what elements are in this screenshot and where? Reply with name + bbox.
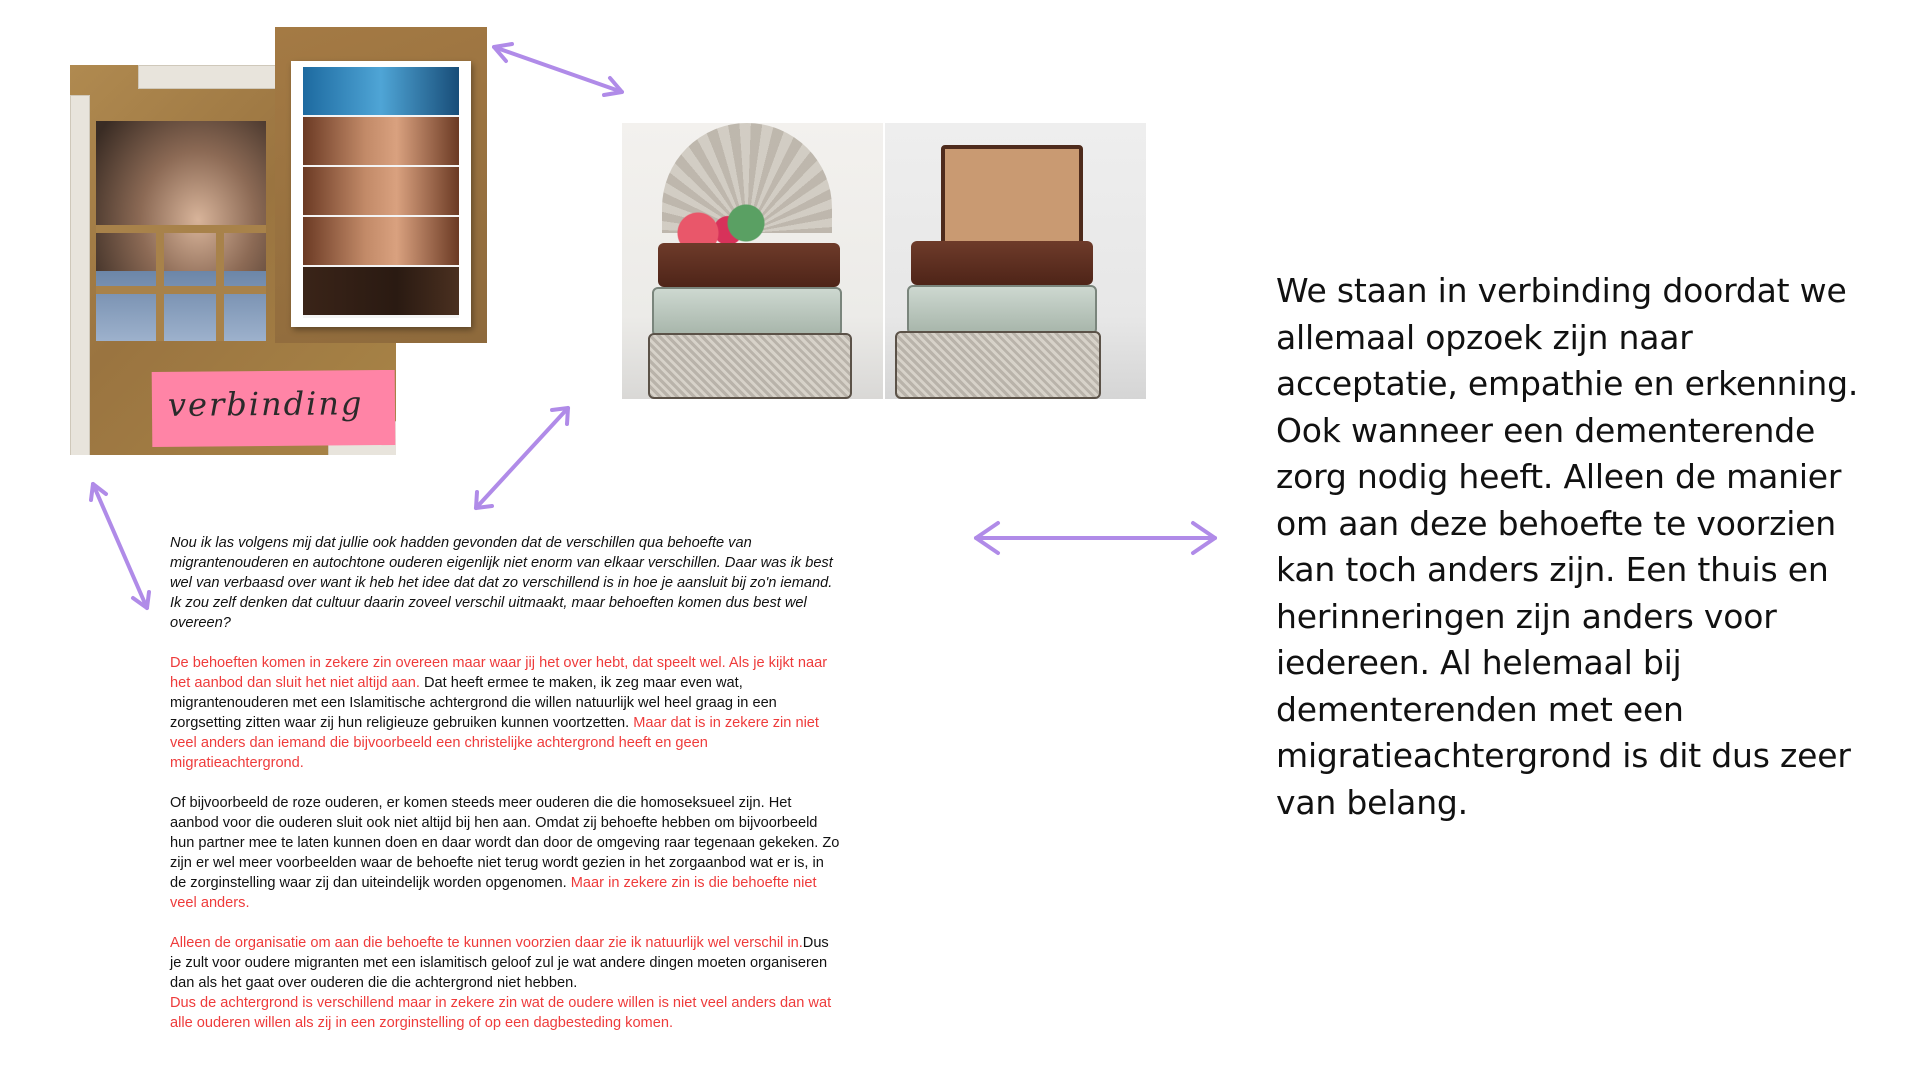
answer-highlight: Maar in zekere zin is die behoefte niet veel anders. bbox=[170, 875, 817, 911]
interview-answer-paragraph bbox=[170, 653, 840, 773]
young-woman-torn-portrait bbox=[291, 61, 471, 327]
interview-question: Nou ik las volgens mij dat jullie ook hadden gevonden dat de verschillen qua behoefte van migrantenouderen en autochtone ouderen eigenlijk niet enorm van elkaar verschillen. Daar was ik best wel van verbaasd over want ik heb het idee dat dat zo verschillend is in hoe je aansluit bij zo'n iemand. Ik zou zelf denken dat cultuur daarin zoveel verschil uitmaakt, maar behoeften komen dus best wel overeen? bbox=[170, 535, 833, 631]
green-suitcase bbox=[652, 287, 842, 337]
answer-text: Dus je zult voor oudere migranten met een islamitisch geloof zul je wat andere dingen moeten organiseren dan als het gaat over ouderen die die achtergrond niet hebben. bbox=[170, 935, 829, 991]
connection-statement: We staan in verbinding doordat we allemaal opzoek zijn naar acceptatie, empathie en erkenning. Ook wanneer een dementerende zorg nodig heeft. Alleen de manier om aan deze behoefte te voorzien kan toch anders zijn. Een thuis en herinneringen zijn anders voor iedereen. Al helemaal bij dementerenden met een migratieachtergrond is dit dus zeer van belang. bbox=[1276, 271, 1859, 822]
double-arrow-icon bbox=[494, 44, 622, 95]
sticky-note-text: verbinding bbox=[167, 384, 364, 424]
tweed-suitcase bbox=[648, 333, 852, 399]
answer-text: Dat heeft ermee te maken, ik zeg maar even wat, migrantenouderen met een Islamitische achtergrond die willen natuurlijk wel heel graag in een zorgsetting zitten waar zij hun religieuze gebruiken kunnen voortzetten. bbox=[170, 675, 777, 731]
green-suitcase bbox=[907, 285, 1097, 335]
verbinding-collage bbox=[70, 27, 490, 455]
double-arrow-icon bbox=[91, 484, 149, 608]
elderly-woman-portrait bbox=[96, 121, 266, 341]
suitcase-photo-open bbox=[885, 123, 1146, 399]
answer-highlight: Dus de achtergrond is verschillend maar in zekere zin wat de oudere willen is niet veel anders dan wat alle ouderen willen als zij in een zorginstelling of op een dagbesteding komen. bbox=[170, 995, 832, 1031]
double-arrow-icon bbox=[976, 523, 1215, 553]
torn-portrait-card bbox=[275, 27, 487, 343]
answer-highlight: Alleen de organisatie om aan die behoefte te kunnen voorzien daar zie ik natuurlijk wel verschil in. bbox=[170, 935, 803, 951]
tweed-suitcase bbox=[895, 331, 1101, 399]
pinned-card bbox=[70, 95, 90, 455]
interview-answer-paragraph bbox=[170, 793, 840, 913]
interview-transcript bbox=[170, 533, 840, 1053]
brown-suitcase bbox=[658, 243, 840, 287]
answer-text: Of bijvoorbeeld de roze ouderen, er komen steeds meer ouderen die die homoseksueel zijn. Het aanbod voor die ouderen sluit ook niet altijd bij hen aan. Omdat zij behoefte hebben om bijvoorbeeld hun partner mee te laten kunnen doen en daar wordt dan door de omgeving raar tegenaan gekeken. Zo zijn er wel meer voorbeelden waar de behoefte niet terug wordt gezien in het zorgaanbod wat er is, in de zorginstelling waar zij dan uiteindelijk worden opgenomen. bbox=[170, 795, 840, 891]
sticky-note bbox=[152, 370, 396, 447]
open-suitcase-lid bbox=[941, 145, 1083, 249]
answer-highlight: Maar dat is in zekere zin niet veel anders dan iemand die bijvoorbeeld een christelijke achtergrond heeft en geen migratieachtergrond. bbox=[170, 715, 819, 771]
answer-highlight: De behoeften komen in zekere zin overeen maar waar jij het over hebt, dat speelt wel. Als je kijkt naar het aanbod dan sluit het niet altijd aan. bbox=[170, 655, 828, 691]
interview-answer-paragraph bbox=[170, 933, 840, 1033]
suitcase-photo-filled bbox=[622, 123, 883, 399]
brown-suitcase bbox=[911, 241, 1093, 285]
